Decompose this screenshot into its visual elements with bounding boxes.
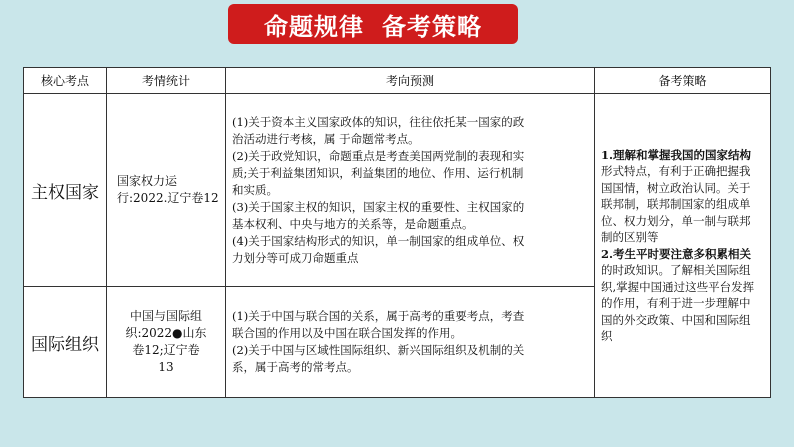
prediction-line: (2)关于中国与区域性国际组织、新兴国际组织及机制的关 — [232, 343, 525, 357]
prediction-cell — [226, 94, 595, 287]
strategy-line: 的时政知识。了解相关国际组 — [601, 263, 751, 277]
strategy-cell — [595, 94, 771, 398]
topic-cell: 主权国家 — [24, 94, 107, 287]
prediction-line: 力划分等可成刀命题重点 — [232, 250, 359, 265]
stats-line: 行:2022.辽宁卷12 — [117, 191, 219, 205]
header-strategy: 备考策略 — [595, 68, 771, 94]
strategy-line: 织 — [601, 329, 613, 343]
prediction-line: 治活动进行考核，属 于命题常考点。 — [232, 131, 420, 146]
header-prediction: 考向预测 — [226, 68, 595, 94]
prediction-line: 基本权利、中央与地方的关系等，是命题重点。 — [232, 216, 474, 231]
strategy-line: 国的外交政策、中国和国际组 — [601, 312, 751, 327]
header-core-topic: 核心考点 — [24, 68, 107, 94]
prediction-line: (1)关于中国与联合国的关系，属于高考的重要考点，考查 — [232, 309, 525, 323]
prediction-cell — [226, 287, 595, 398]
strategy-line: 国国情，树立政治认同。关于 — [601, 180, 751, 195]
strategy-line: 2.考生平时要注意多积累相关 — [601, 246, 752, 261]
strategy-line: 织,掌握中国通过这些平台发挥 — [601, 279, 755, 294]
strategy-line: 1.理解和掌握我国的国家结构 — [601, 147, 752, 162]
banner-right-title: 备考策略 — [382, 12, 482, 41]
stats-line: 国家权力运 — [117, 174, 178, 188]
stats-line: 织:2022●山东 — [125, 326, 207, 340]
strategy-line: 的作用，有利于进一步理解中 — [601, 296, 751, 310]
table-row — [24, 94, 771, 287]
prediction-line: (3)关于国家主权的知识，国家主权的重要性、主权国家的 — [232, 199, 525, 214]
section-banner — [228, 4, 518, 44]
prediction-line: 质;关于利益集团知识，利益集团的地位、作用、运行机制 — [232, 165, 524, 180]
stats-line: 卷12;辽宁卷 — [132, 343, 200, 357]
strategy-line: 联邦制，联邦制国家的组成单 — [601, 197, 751, 211]
banner-left-title: 命题规律 — [264, 12, 364, 41]
prediction-line: (4)关于国家结构形式的知识，单一制国家的组成单位、权 — [232, 233, 525, 248]
stats-line: 中国与国际组 — [129, 309, 202, 323]
prediction-line: 联合国的作用以及中国在联合国发挥的作用。 — [232, 326, 462, 340]
header-exam-stats: 考情统计 — [107, 68, 226, 94]
stats-line: 13 — [158, 360, 174, 374]
prediction-line: (1)关于资本主义国家政体的知识，往往依托某一国家的政 — [232, 114, 525, 129]
strategy-line: 形式特点，有利于正确把握我 — [601, 164, 751, 178]
prediction-line: (2)关于政党知识，命题重点是考查美国两党制的表现和实 — [232, 148, 525, 163]
exam-analysis-table — [23, 67, 771, 398]
prediction-line: 系，属于高考的常考点。 — [232, 360, 359, 374]
prediction-line: 和实质。 — [232, 182, 278, 197]
strategy-line: 制的区别等 — [601, 230, 659, 244]
topic-cell: 国际组织 — [24, 287, 107, 398]
stats-cell — [107, 287, 226, 398]
stats-cell — [107, 94, 226, 287]
table-header-row — [24, 68, 771, 94]
strategy-line: 位、权力划分，单一制与联邦 — [601, 213, 751, 228]
